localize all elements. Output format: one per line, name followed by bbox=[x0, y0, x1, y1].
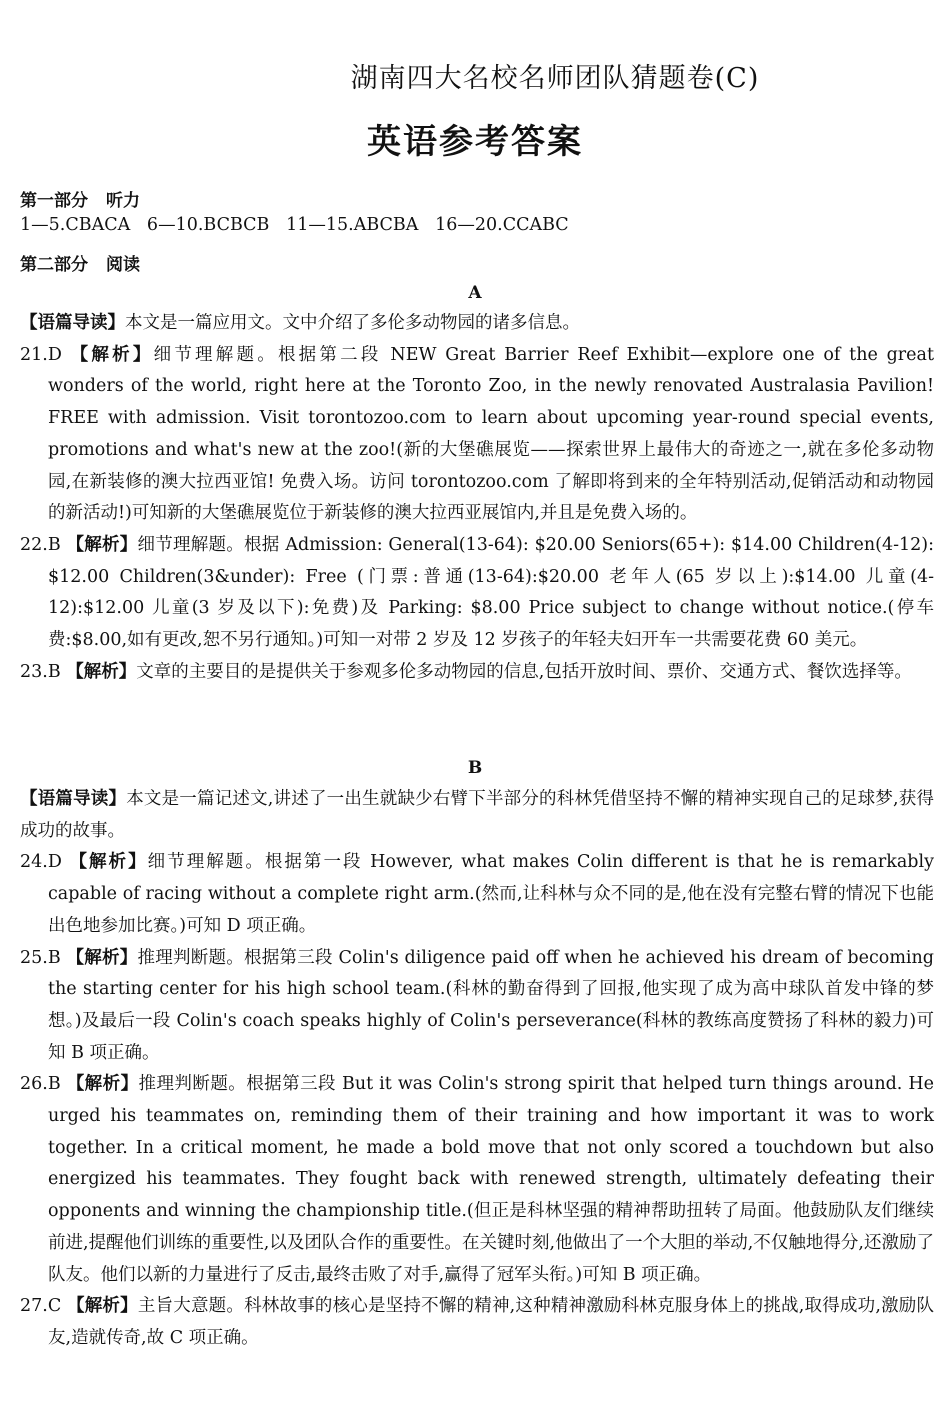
part2-heading bbox=[20, 250, 140, 275]
analysis-tag: 【解析】 bbox=[66, 1074, 139, 1095]
analysis-tag: 【解析】 bbox=[70, 344, 154, 365]
part2-label: 第二部分 bbox=[20, 255, 88, 275]
analysis-tag: 【解析】 bbox=[66, 534, 138, 555]
intro-text: 本文是一篇应用文。文中介绍了多伦多动物园的诸多信息。 bbox=[125, 313, 580, 333]
listening-answers: 1—5.CBACA 6—10.BCBCB 11—15.ABCBA 16—20.CCABC bbox=[20, 215, 569, 235]
item-number: 24.D bbox=[20, 852, 62, 873]
analysis-text: 主旨大意题。科林故事的核心是坚持不懈的精神,这种精神激励科林克服身体上的挑战,取得成功,激励队友,造就传奇,故 C 项正确。 bbox=[48, 1296, 934, 1348]
analysis-tag: 【解析】 bbox=[66, 947, 138, 968]
intro-text: 本文是一篇记述文,讲述了一出生就缺少右臂下半部分的科林凭借坚持不懈的精神实现自己的足球梦,获得成功的故事。 bbox=[20, 789, 935, 841]
item-number: 27.C bbox=[20, 1296, 62, 1317]
section-b-intro bbox=[20, 784, 934, 847]
part1-label: 第一部分 bbox=[20, 191, 88, 211]
section-a-label: A bbox=[468, 283, 482, 303]
analysis-tag: 【解析】 bbox=[67, 1296, 138, 1317]
section-b-content bbox=[20, 784, 934, 1355]
item-number: 21.D bbox=[20, 344, 62, 365]
answer-item-26 bbox=[20, 1069, 934, 1291]
answer-item-25 bbox=[20, 943, 934, 1070]
section-b-label: B bbox=[467, 758, 483, 778]
part1-name: 听力 bbox=[106, 191, 140, 211]
analysis-text: 推理判断题。根据第三段 Colin's diligence paid off when he achieved his dream of becoming the starting center for his high school team.(科林的勤奋得到了回报,他实现了成为高中球队首发中锋的梦想。)及最后一段 Colin's coach speaks highly of Colin's perseverance(科林的教练高度赞扬了科林的毅力)可知 B 项正确。 bbox=[48, 947, 934, 1063]
item-number: 22.B bbox=[20, 534, 61, 555]
intro-tag: 【语篇导读】 bbox=[20, 313, 125, 333]
answer-item-24 bbox=[20, 847, 934, 942]
section-a-content bbox=[20, 308, 934, 688]
exam-subtitle: 湖南四大名校名师团队猜题卷(C) bbox=[350, 63, 760, 94]
answer-item-27 bbox=[20, 1291, 934, 1354]
page-title: 英语参考答案 bbox=[367, 122, 583, 162]
part2-name: 阅读 bbox=[106, 255, 140, 275]
answer-item-23 bbox=[20, 657, 934, 689]
item-number: 25.B bbox=[20, 947, 61, 968]
answer-item-21 bbox=[20, 340, 934, 530]
analysis-text: 细节理解题。根据第二段 NEW Great Barrier Reef Exhibit—explore one of the great wonders of the world, right here at the Toronto Zoo, in the newly renovated Australasia Pavilion! FREE with admission. Visit torontozoo.com to learn about upcoming year-round special events, promotions and what's new at the zoo!(新的大堡礁展览——探索世界上最伟大的奇迹之一,就在多伦多动物园,在新装修的澳大拉西亚馆! 免费入场。访问 torontozoo.com 了解即将到来的全年特别活动,促销活动和动物园的新活动!)可知新的大堡礁展览位于新装修的澳大拉西亚展馆内,并且是免费入场的。 bbox=[48, 344, 934, 524]
part1-heading bbox=[20, 186, 140, 211]
analysis-tag: 【解析】 bbox=[69, 852, 148, 873]
intro-tag: 【语篇导读】 bbox=[20, 789, 127, 809]
item-number: 26.B bbox=[20, 1074, 61, 1095]
analysis-text: 细节理解题。根据 Admission: General(13-64): $20.00 Seniors(65+): $14.00 Children(4-12): $12.00 Children(3&under): Free (门票:普通(13-64):$20.00 老年人(65 岁以上):$14.00 儿童(4-12):$12.00 儿童(3 岁及以下):免费)及 Parking: $8.00 Price subject to change without notice.(停车费:$8.00,如有更改,恕不另行通知。)可知一对带 2 岁及 12 岁孩子的年轻夫妇开车一共需要花费 60 美元。 bbox=[48, 534, 934, 651]
answer-item-22 bbox=[20, 530, 934, 657]
analysis-text: 文章的主要目的是提供关于参观多伦多动物园的信息,包括开放时间、票价、交通方式、餐饮选择等。 bbox=[136, 661, 912, 682]
section-a-intro bbox=[20, 308, 934, 340]
analysis-text: 推理判断题。根据第三段 But it was Colin's strong spirit that helped turn things around. He urged his teammates on, reminding them of their training and how important it was to work together. In a critical moment, he made a bold move that not only scored a touchdown but also energized his teammates. They fought back with renewed strength, ultimately defeating their opponents and winning the championship title.(但正是科林坚强的精神帮助扭转了局面。他鼓励队友们继续前进,提醒他们训练的重要性,以及团队合作的重要性。在关键时刻,他做出了一个大胆的举动,不仅触地得分,还激励了队友。他们以新的力量进行了反击,最终击败了对手,赢得了冠军头衔。)可知 B 项正确。 bbox=[48, 1074, 934, 1285]
analysis-text: 细节理解题。根据第一段 However, what makes Colin different is that he is remarkably capable of racing without a complete right arm.(然而,让科林与众不同的是,他在没有完整右臂的情况下也能出色地参加比赛。)可知 D 项正确。 bbox=[48, 852, 934, 936]
analysis-tag: 【解析】 bbox=[66, 661, 137, 682]
item-number: 23.B bbox=[20, 661, 61, 682]
